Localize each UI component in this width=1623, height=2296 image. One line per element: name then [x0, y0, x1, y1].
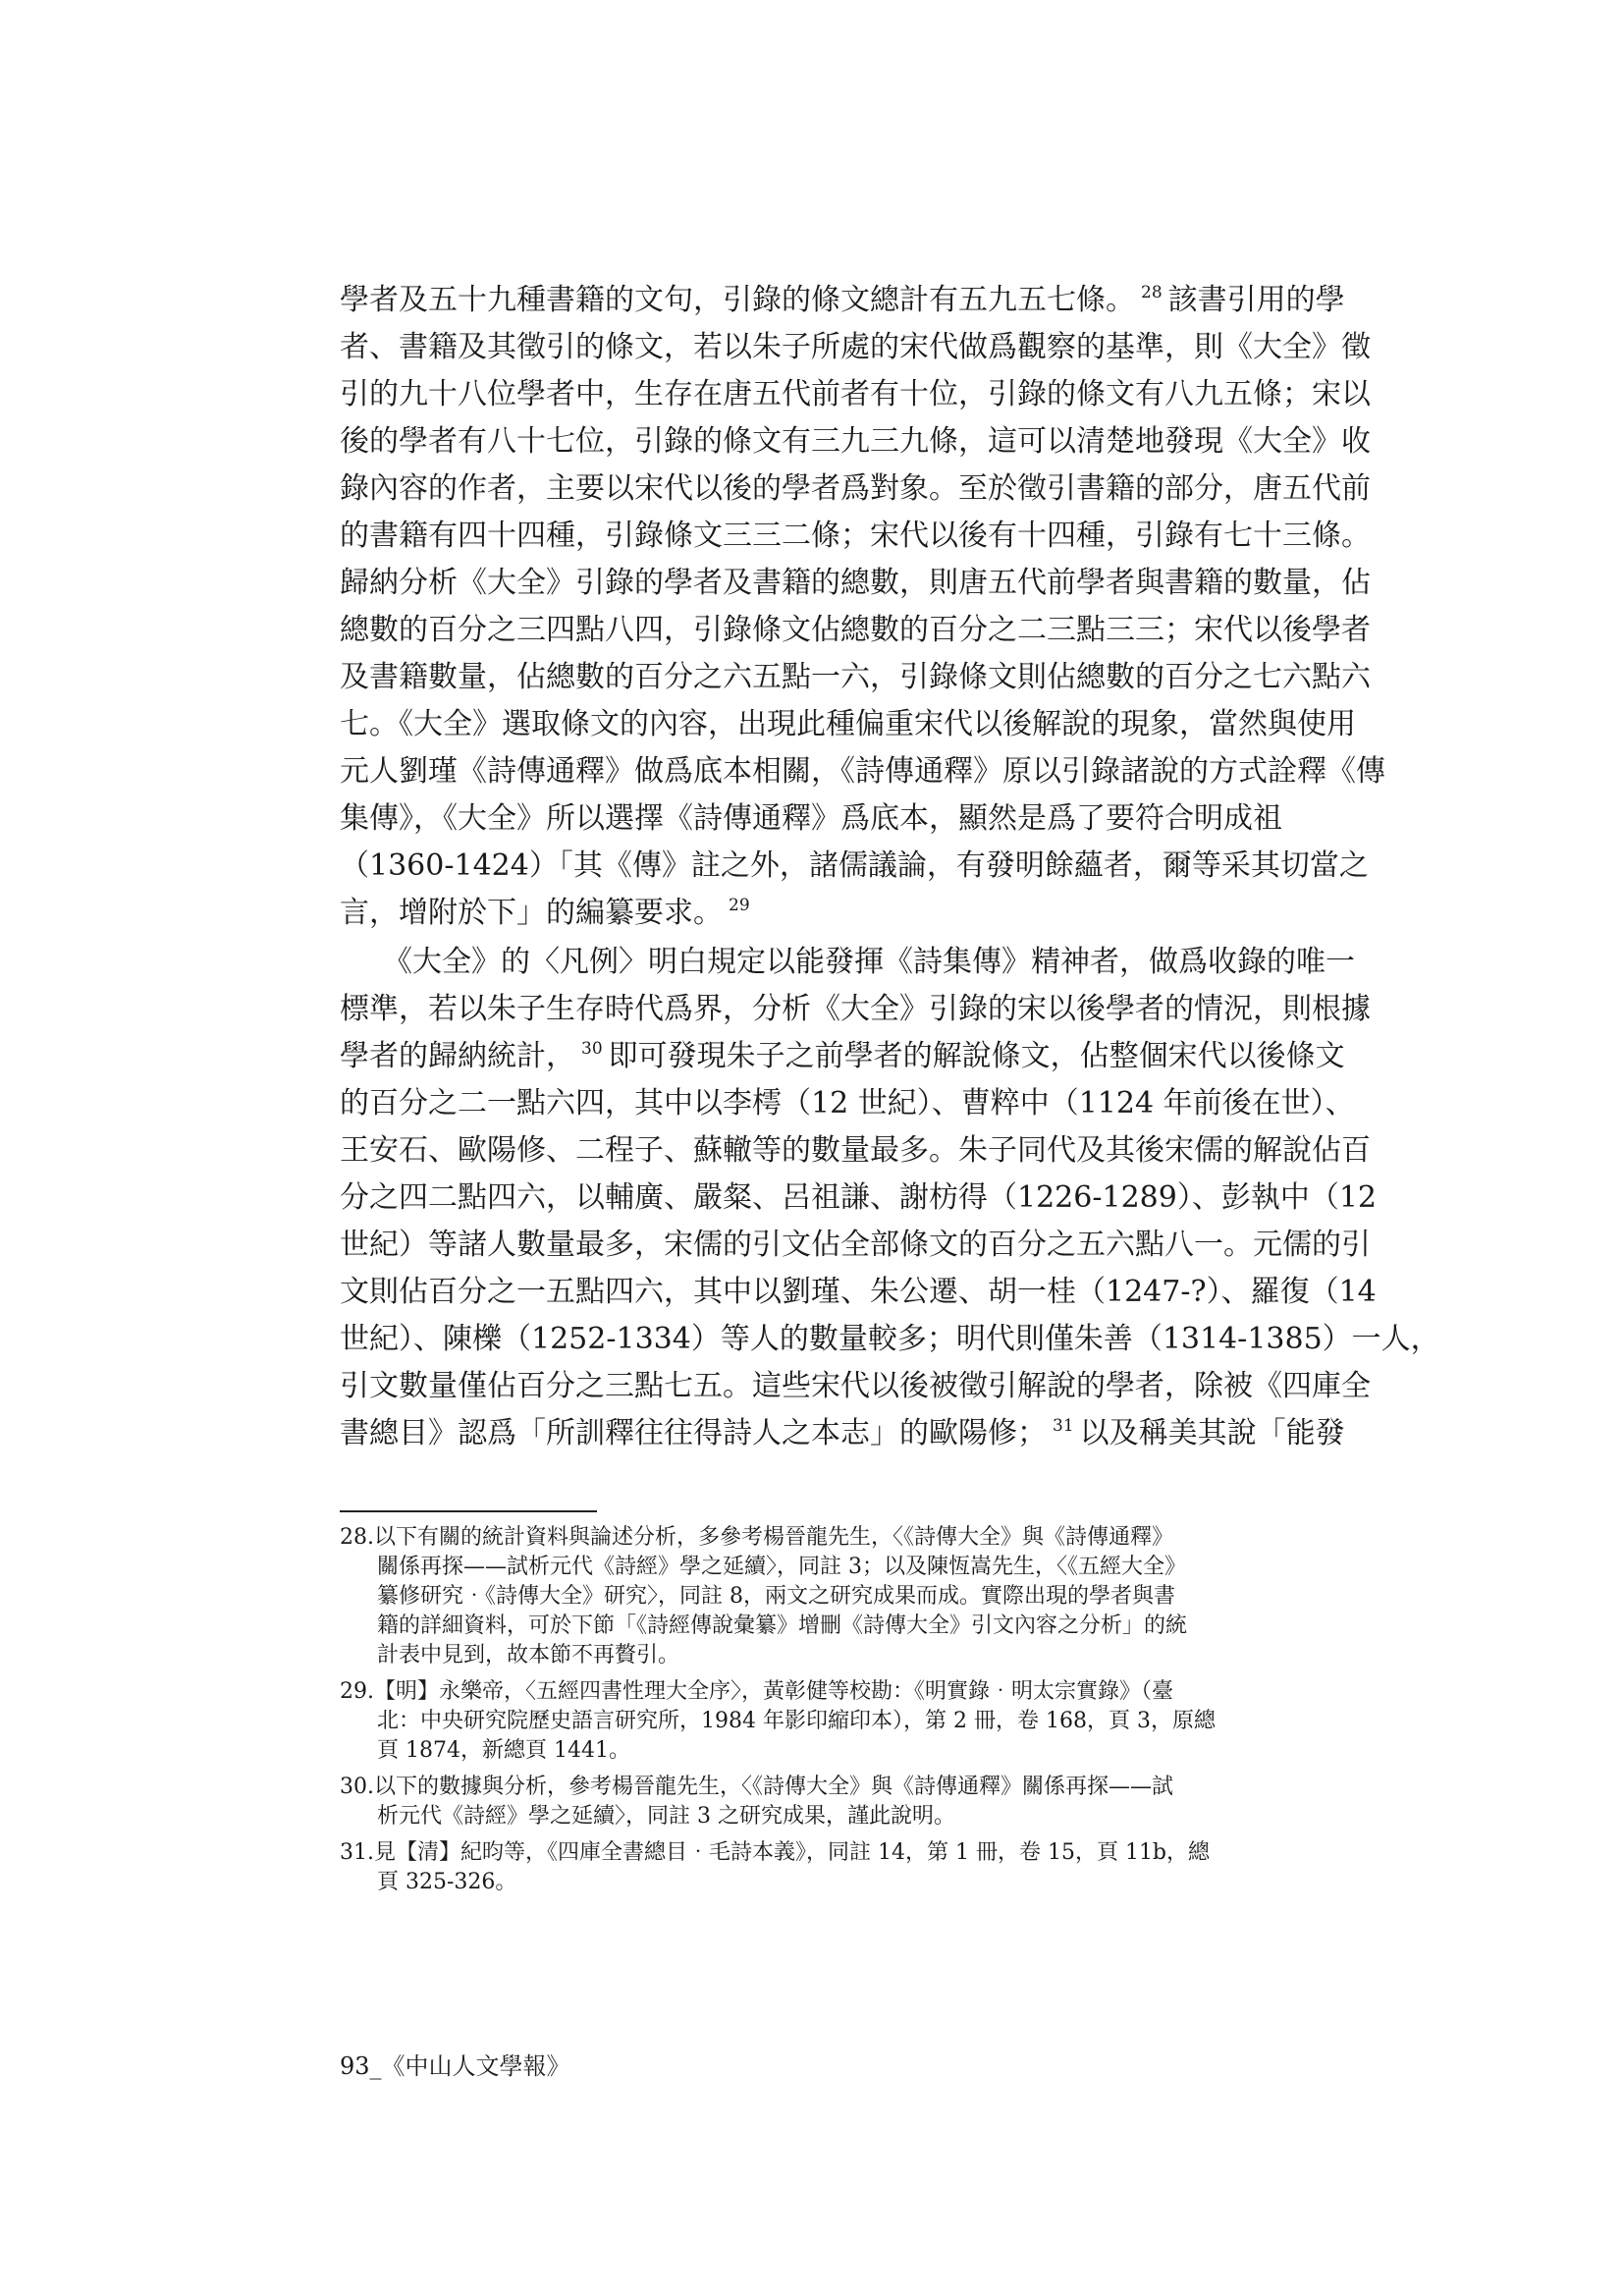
text-line: 歸納分析《大全》引錄的學者及書籍的總數，則唐五代前學者與書籍的數量，佔: [340, 566, 1371, 600]
footnote-ref-29[interactable]: 29: [729, 896, 750, 915]
footnote-31: 31.見【清】紀昀等，《四庫全書總目‧毛詩本義》，同註 14，第 1 冊，卷 15，頁 11b，總 頁 325-326。: [340, 1840, 1211, 1894]
text-line: 七。《大全》選取條文的內容，出現此種偏重宋代以後解說的現象，當然與使用: [340, 707, 1356, 741]
text-line: 書總目》認爲「所訓釋往往得詩人之本志」的歐陽修； $^{31}$ 以及稱美其說「能發: [340, 1410, 1286, 1457]
paragraph-2: [340, 939, 1440, 1457]
text-line: 學者的歸納統計， $^{30}$ 即可發現朱子之前學者的解說條文，佔整個宋代以後條文: [340, 1033, 1286, 1080]
footnote-28: 28.以下有關的統計資料與論述分析，多參考楊晉龍先生，〈《詩傳大全》與《詩傳通釋》 關係再探——試析元代《詩經》學之延續〉，同註 3；以及陳恆嵩先生，〈《五經大全》 纂修研究‧《詩傳大全》研究〉，同註 8，兩文之研究成果而成。實際出現的學者與書 籍的詳細資料，可於下節「《詩經傳說彙纂》增刪《詩傳大全》引文內容之分析」的統 計表中見到，故本節不再贅引。: [340, 1525, 1188, 1667]
text-line: 總數的百分之三四點八四，引錄條文佔總數的百分之二三點三三；宋代以後學者: [340, 613, 1371, 647]
text-line: 後的學者有八十七位，引錄的條文有三九三九條，這可以清楚地發現《大全》收: [340, 424, 1371, 459]
paragraph-1: [340, 277, 1385, 937]
footnote-ref-31[interactable]: 31: [1053, 1416, 1074, 1436]
text-line: 錄內容的作者，主要以宋代以後的學者爲對象。至於徵引書籍的部分，唐五代前: [340, 471, 1371, 506]
text-line: 世紀）等諸人數量最多，宋儒的引文佔全部條文的百分之五六點八一。元儒的引: [340, 1228, 1371, 1262]
footnotes: [340, 1523, 1286, 1904]
text-line: 分之四二點四六，以輔廣、嚴粲、呂祖謙、謝枋得（1226-1289）、彭執中（12: [340, 1180, 1378, 1215]
footnote-ref-30[interactable]: 30: [581, 1039, 603, 1059]
text-line: 集傳》，《大全》所以選擇《詩傳通釋》爲底本，顯然是爲了要符合明成祖: [340, 801, 1282, 836]
text-line: 者、書籍及其徵引的條文，若以朱子所處的宋代做爲觀察的基準，則《大全》徵: [340, 330, 1371, 364]
text-line: 《大全》的〈凡例〉明白規定以能發揮《詩集傳》精神者，做爲收錄的唯一: [383, 945, 1355, 979]
page-footer: 93_《中山人文學報》: [340, 2052, 570, 2080]
text-line: （1360-1424）「其《傳》註之外，諸儒議論，有發明餘蘊者，爾等采其切當之: [340, 848, 1369, 883]
text-line: 的百分之二一點六四，其中以李樗（12 世紀）、曹粹中（1124 年前後在世）、: [340, 1086, 1355, 1121]
text-line: 標準，若以朱子生存時代爲界，分析《大全》引錄的宋以後學者的情況，則根據: [340, 992, 1371, 1026]
body-text: [340, 277, 1440, 1457]
footnote-ref-28[interactable]: 28: [1141, 283, 1163, 302]
text-line: 世紀）、陳櫟（1252-1334）等人的數量較多；明代則僅朱善（1314-1385）一人，: [340, 1322, 1440, 1356]
text-line: 的書籍有四十四種，引錄條文三三二條；宋代以後有十四種，引錄有七十三條。: [340, 519, 1371, 553]
text-line: 學者及五十九種書籍的文句，引錄的條文總計有五九五七條。 $^{28}$ 該書引用的學: [340, 277, 1286, 324]
text-line: 及書籍數量，佔總數的百分之六五點一六，引錄條文則佔總數的百分之七六點六: [340, 660, 1371, 694]
footnote-separator: [340, 1510, 597, 1512]
text-line: 言，增附於下」的編纂要求。 $^{29}$: [340, 890, 1286, 937]
footnote-29: 29.【明】永樂帝，〈五經四書性理大全序〉，黃彰健等校勘：《明實錄‧明太宗實錄》（臺 北：中央研究院歷史語言研究所，1984 年影印縮印本），第 2 冊，卷 168，頁 3，原總 頁 1874，新總頁 1441。: [340, 1679, 1216, 1763]
text-line: 王安石、歐陽修、二程子、蘇轍等的數量最多。朱子同代及其後宋儒的解說佔百: [340, 1133, 1371, 1168]
text-line: 引的九十八位學者中，生存在唐五代前者有十位，引錄的條文有八九五條；宋以: [340, 377, 1371, 411]
text-line: 文則佔百分之一五點四六，其中以劉瑾、朱公遷、胡一桂（1247-?）、羅復（14: [340, 1275, 1377, 1309]
footnote-30: 30.以下的數據與分析，參考楊晉龍先生，〈《詩傳大全》與《詩傳通釋》關係再探——試 析元代《詩經》學之延續〉，同註 3 之研究成果，謹此說明。: [340, 1775, 1173, 1829]
text-line: 元人劉瑾《詩傳通釋》做爲底本相關，《詩傳通釋》原以引錄諸說的方式詮釋《傳: [340, 754, 1385, 789]
text-line: 引文數量僅佔百分之三點七五。這些宋代以後被徵引解說的學者，除被《四庫全: [340, 1369, 1371, 1403]
